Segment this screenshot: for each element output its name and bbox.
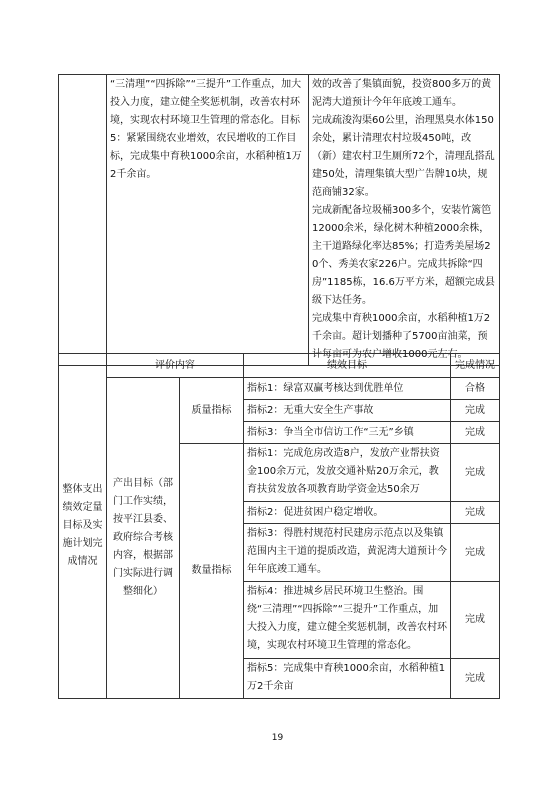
planned-goals-text: “三清理”“四拆除”“三提升”工作重点，加大投入力度，建立健全奖惩机制，改善农村环境，实现农村环境卫生管理的常态化。目标5：紧紧围绕农业增效，农民增收的工作目标，完成集中育秧1000余亩，水稻种植1万2千余亩。	[110, 79, 302, 180]
achievement-paragraph: 效的改善了集镇面貌，投资800多万的黄泥湾大道预计今年年底竣工通车。	[312, 79, 492, 108]
header-content-text: 评价内容	[155, 359, 195, 371]
quality-label: 质量指标	[191, 404, 232, 416]
target-text: 指标5：完成集中育秧1000余亩，水稻种植1万2千余亩	[247, 663, 446, 692]
quality-status	[451, 378, 500, 400]
quantity-target	[244, 444, 451, 502]
performance-table	[58, 353, 500, 699]
row-label: 整体支出绩效定量目标及实施计划完成情况	[62, 484, 103, 567]
continuation-table	[58, 74, 500, 366]
header-target-text: 绩效目标	[327, 359, 367, 371]
quantity-status	[451, 582, 500, 659]
achievement-paragraph: 完成疏浚沟渠60公里，治理黑臭水体150余处，累计清理农村垃圾450吨，改（新）建农村卫生厕所72个，清理乱搭乱建50处，清理集镇大型广告牌10块，规范商铺32家。	[312, 115, 495, 198]
quantity-label: 数量指标	[191, 565, 232, 576]
output-goal-cell	[107, 378, 180, 699]
target-text: 指标1：绿富双赢考核达到优胜单位	[247, 382, 404, 394]
quality-status	[451, 422, 500, 444]
target-text: 指标2：无重大安全生产事故	[247, 404, 374, 416]
status-text: 完成	[465, 466, 485, 478]
status-text: 完成	[465, 614, 485, 625]
quality-status	[451, 400, 500, 422]
quantity-target	[244, 502, 451, 524]
header-content	[107, 354, 244, 378]
target-text: 指标3：得胜村规范村民建房示范点以及集镇范围内主干道的提质改造，黄泥湾大道预计今年年底竣工通车。	[247, 528, 447, 575]
page-number: 19	[271, 733, 284, 743]
quality-target	[244, 422, 451, 444]
target-text: 指标2：促进贫困户稳定增收。	[247, 506, 384, 518]
quality-target	[244, 400, 451, 422]
achievements-cell	[309, 75, 500, 366]
status-text: 完成	[465, 672, 485, 684]
quantity-status	[451, 659, 500, 699]
status-text: 合格	[465, 382, 485, 394]
quantity-status	[451, 524, 500, 582]
quality-target	[244, 378, 451, 400]
quantity-label-cell	[180, 444, 244, 699]
row-label-cell	[59, 354, 107, 699]
empty-label-cell	[59, 75, 107, 366]
header-status-text: 完成情况	[455, 359, 495, 371]
status-text: 完成	[465, 506, 485, 518]
quantity-target	[244, 524, 451, 582]
target-text: 指标4：推进城乡居民环境卫生整治。围绕“三清理”“四拆除”“三提升”工作重点，加大投入力度，建立健全奖惩机制，改善农村环境，实现农村环境卫生管理的常态化。	[247, 586, 447, 651]
status-text: 完成	[465, 404, 485, 416]
quantity-target	[244, 659, 451, 699]
quantity-target	[244, 582, 451, 659]
target-text: 指标3：争当全市信访工作“三无”乡镇	[247, 426, 414, 438]
header-status	[451, 354, 500, 378]
status-text: 完成	[465, 546, 485, 558]
quality-label-cell	[180, 378, 244, 444]
target-text: 指标1：完成危房改造8户，发放产业帮扶资金100余万元，发放交通补贴20万余元，教育扶贫发放各项教育助学资金达50余万	[247, 448, 440, 495]
achievement-paragraph: 完成新配备垃圾桶300多个，安装竹篱笆12000余米，绿化树木种植2000余株，主干道路绿化率达85%；打造秀美屋场20个、秀美农家226户。完成共拆除“四房”1185栋，16.6万平方米，超额完成县级下达任务。	[312, 205, 495, 306]
achievement-paragraph: 完成集中育秧1000余亩，水稻种植1万2千余亩。超计划播种了5700亩油菜，预计每亩可为农户增收1000元左右。	[312, 313, 491, 360]
quantity-status	[451, 444, 500, 502]
quantity-status	[451, 502, 500, 524]
planned-goals-cell	[107, 75, 309, 366]
header-target	[244, 354, 451, 378]
status-text: 完成	[465, 426, 485, 438]
output-goal-label: 产出目标（部门工作实绩，按平江县委、政府综合考核内容，根据部门实际进行调整细化）	[113, 478, 173, 597]
